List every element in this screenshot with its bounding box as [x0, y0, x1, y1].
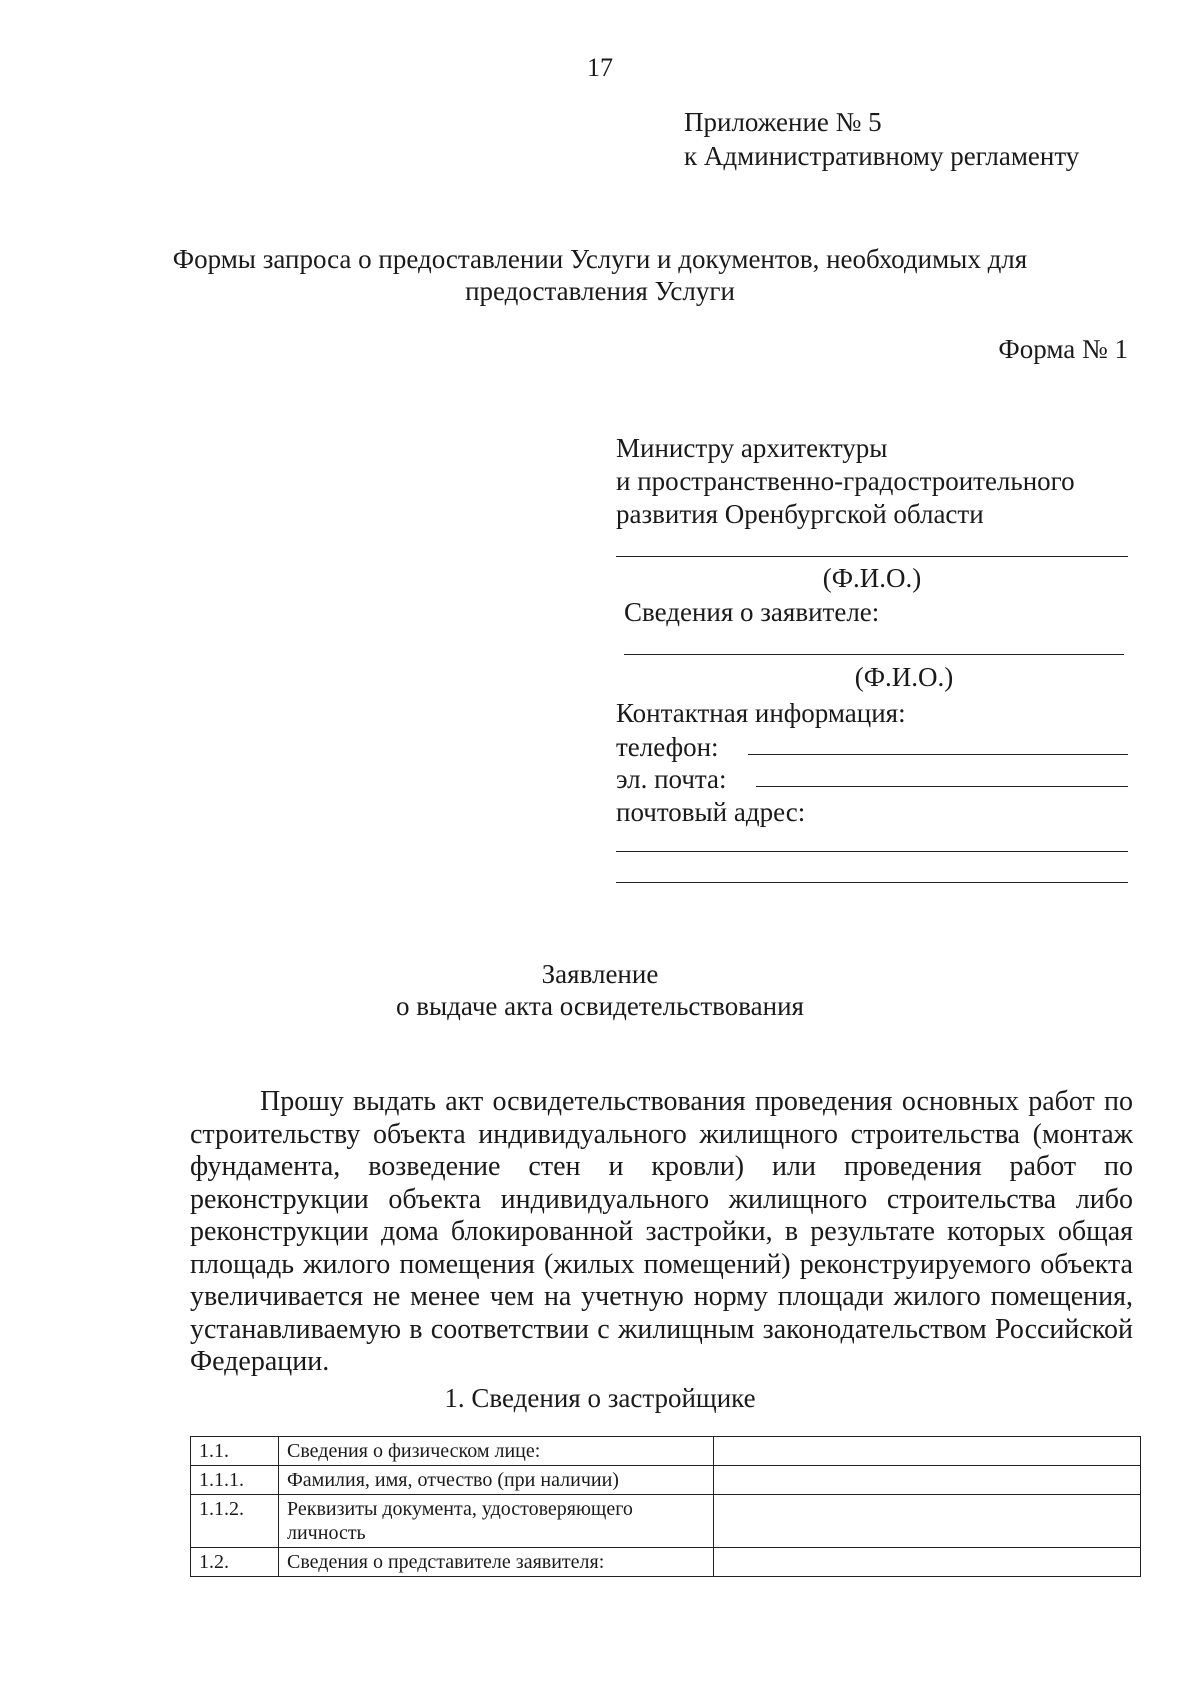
- row-description: Сведения о представителе заявителя:: [279, 1548, 714, 1577]
- email-field-line: [756, 786, 1128, 787]
- row-value-cell: [714, 1437, 1141, 1466]
- address-line-2: [616, 882, 1128, 883]
- developer-section-heading: 1. Сведения о застройщике: [444, 1383, 756, 1413]
- table-row: [191, 1466, 1141, 1495]
- addressee-fio-line: [616, 556, 1128, 557]
- section-title-line-1: Формы запроса о предоставлении Услуги и документов, необходимых для: [172, 244, 1028, 274]
- row-number: 1.1.: [191, 1437, 279, 1466]
- form-label: Форма № 1: [998, 334, 1128, 364]
- table-row: [191, 1495, 1141, 1548]
- row-description: Сведения о физическом лице:: [279, 1437, 714, 1466]
- phone-label: телефон:: [616, 732, 719, 762]
- row-number: 1.1.1.: [191, 1466, 279, 1495]
- addressee-fio-caption: (Ф.И.О.): [822, 563, 922, 593]
- row-number: 1.1.2.: [191, 1495, 279, 1548]
- applicant-fio-caption: (Ф.И.О.): [854, 662, 954, 692]
- email-label: эл. почта:: [616, 764, 727, 794]
- row-description: Реквизиты документа, удостоверяющего личность: [279, 1495, 714, 1548]
- table-row: [191, 1437, 1141, 1466]
- postal-address-label: почтовый адрес:: [616, 797, 806, 827]
- appendix-line-2: к Административному регламенту: [684, 141, 1080, 171]
- statement-title: Заявление: [541, 959, 659, 989]
- addressee-line-1: Министру архитектуры: [616, 433, 888, 463]
- addressee-line-3: развития Оренбургской области: [616, 499, 984, 529]
- contact-heading: Контактная информация:: [616, 698, 906, 728]
- row-value-cell: [714, 1548, 1141, 1577]
- table-row: [191, 1548, 1141, 1577]
- section-title-line-2: предоставления Услуги: [465, 276, 735, 306]
- phone-field-line: [748, 754, 1128, 755]
- developer-info-table: [190, 1436, 1141, 1577]
- statement-body: Прошу выдать акт освидетельствования проведения основных работ по строительству объекта индивидуального жилищного строительства (монтаж фундамента, возведение стен и кровли) или проведения работ по реконструкции объекта индивидуального жилищного строительства либо реконструкции дома блокированной застройки, в результате которых общая площадь жилого помещения (жилых помещений) реконструируемого объекта увеличивается не менее чем на учетную норму площади жилого помещения, устанавливаемую в соответствии с жилищным законодательством Российской Федерации.: [190, 1086, 1133, 1377]
- row-value-cell: [714, 1466, 1141, 1495]
- row-value-cell: [714, 1495, 1141, 1548]
- address-line-1: [616, 851, 1128, 852]
- row-number: 1.2.: [191, 1548, 279, 1577]
- applicant-fio-line: [624, 654, 1124, 655]
- page-number: 17: [587, 53, 613, 82]
- statement-subtitle: о выдаче акта освидетельствования: [396, 991, 804, 1021]
- applicant-heading: Сведения о заявителе:: [624, 597, 880, 627]
- row-description: Фамилия, имя, отчество (при наличии): [279, 1466, 714, 1495]
- appendix-line-1: Приложение № 5: [684, 107, 882, 137]
- addressee-line-2: и пространственно-градостроительного: [616, 466, 1075, 496]
